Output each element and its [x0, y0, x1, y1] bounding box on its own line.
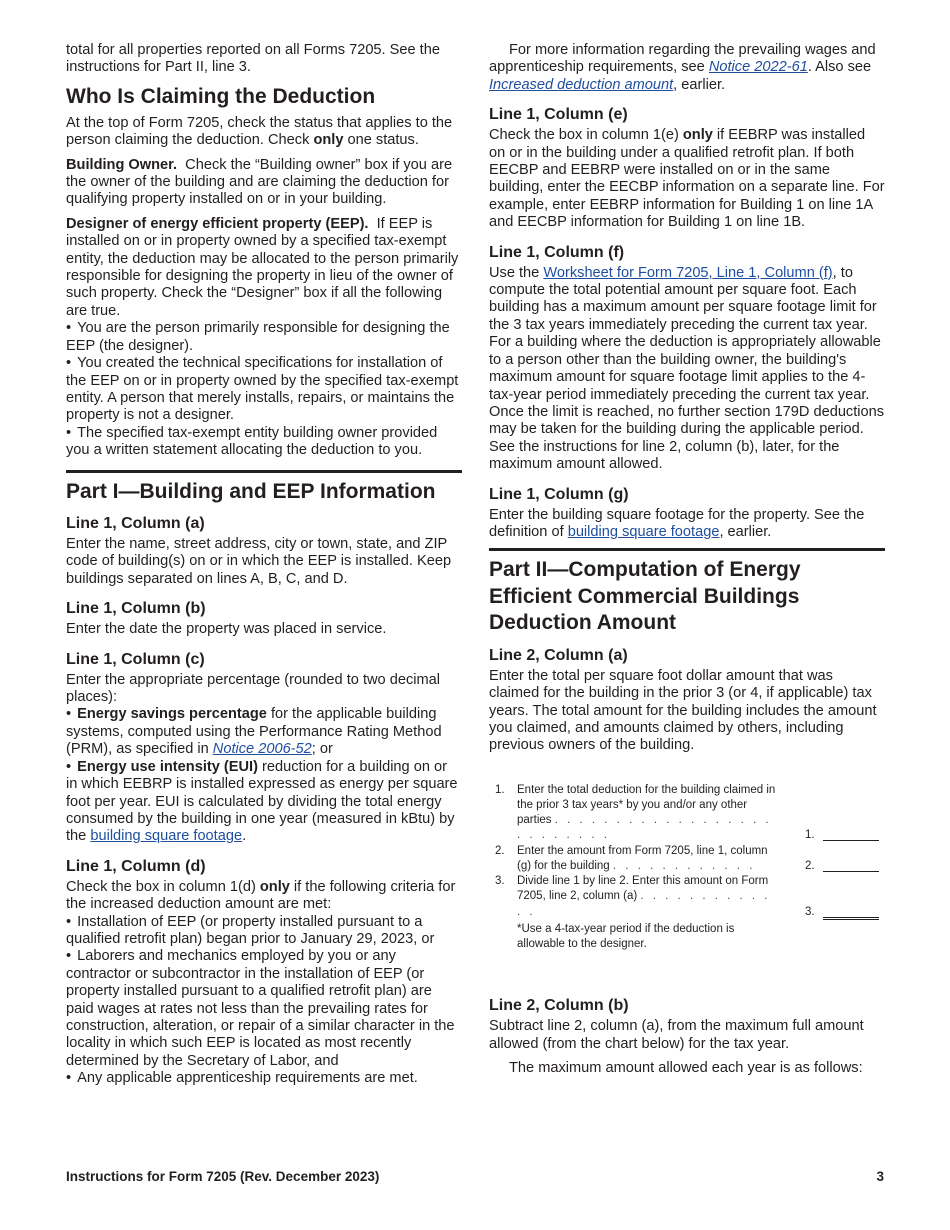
- entry-number: 1.: [805, 829, 815, 842]
- designer-bullet: • You created the technical specifications for installation of the EEP on or in property owned by the specified tax-exempt entity. A person that merely installs, repairs, or maintains the property is not a designer.: [66, 355, 462, 425]
- worksheet-link[interactable]: Worksheet for Form 7205, Line 1, Column (f): [543, 264, 833, 281]
- right-column: [489, 42, 885, 1084]
- part1-heading: Part I—Building and EEP Information: [66, 479, 436, 503]
- text: if EEBRP was installed on or in the building under a qualified retrofit plan. If both EECBP and EEBRP were installed on or in the same building, enter the EECBP information on a separate line. For example, enter EEBRP information for Building 1 on line 1A and EECBP information for Building 1 on line 1B.: [489, 127, 885, 231]
- entry-field[interactable]: [823, 828, 879, 841]
- text: , earlier.: [673, 76, 726, 93]
- part-divider: [489, 548, 885, 551]
- emphasis: only: [682, 127, 713, 144]
- row-label: Enter the amount from Form 7205, line 1, column (g) for the building: [517, 844, 768, 872]
- entry-number: 2.: [805, 859, 815, 872]
- col-e-heading: Line 1, Column (e): [489, 106, 628, 124]
- col-a-text: Enter the name, street address, city or town, state, and ZIP code of building(s) on or in which the EEP is installed. Keep buildings separated on lines A, B, C, and D.: [66, 536, 452, 587]
- row-number: 3.: [495, 875, 505, 888]
- emphasis: only: [259, 878, 290, 895]
- left-column: [66, 42, 462, 1088]
- notice-2006-52-link[interactable]: Notice 2006-52: [212, 741, 312, 758]
- worksheet-row: [489, 874, 885, 920]
- text: Check the box in column 1(d): [66, 878, 260, 895]
- text: , to compute the total potential amount per square foot. Each building has a maximum amount per square footage limit for the 3 tax years immediately preceding the current tax year. For a building where the deduction is appropriately allowable to a person other than the building owner, the building's maximum amount for square footage limit applies to the 4-tax-year period immediately preceding the current tax year. Once the limit is reached, no further section 179D deductions may be taken for the building during the applicable period. See the instructions for line 2, column (b), later, for the maximum amount allowed.: [489, 264, 885, 473]
- text: for the applicable building systems, computed using the Performance Rating Method (PRM), as specified in: [66, 706, 442, 758]
- increased-deduction-link[interactable]: Increased deduction amount: [489, 76, 674, 93]
- line2a-heading: Line 2, Column (a): [489, 646, 628, 664]
- line2a-text: Enter the total per square foot dollar amount that was claimed for the building in the prior 3 (or 4, if applicable) tax years. The total amount for the building includes the amount you claimed, and amounts claimed by others, including previous owners of the building.: [489, 667, 877, 754]
- col-c-bullet: [66, 706, 462, 758]
- designer-bullet: • You are the person primarily responsible for designing the EEP (the designer).: [66, 320, 462, 355]
- entry-field[interactable]: [823, 905, 879, 920]
- building-owner-text: Check the “Building owner” box if you are the owner of the building and are claiming the deduction for qualifying property installed on or in your building.: [66, 156, 457, 208]
- row-number: 1.: [495, 783, 505, 796]
- entry-number: 3.: [805, 905, 815, 918]
- page-number: 3: [876, 1169, 884, 1184]
- emphasis: only: [313, 132, 344, 149]
- text: , earlier.: [719, 523, 772, 540]
- entry-field[interactable]: [823, 859, 879, 872]
- worksheet-row: [489, 783, 885, 844]
- who-claiming-paragraph: [66, 115, 462, 150]
- text: .: [242, 828, 247, 845]
- text: if the following criteria for the increased deduction amount are met:: [66, 878, 456, 913]
- text: . Also see: [807, 59, 872, 76]
- row-entry: [805, 905, 885, 920]
- who-claiming-heading: Who Is Claiming the Deduction: [66, 84, 376, 108]
- text: For more information regarding the prevailing wages and apprenticeship requirements, see: [489, 42, 876, 76]
- col-g-text: [489, 507, 885, 542]
- text: Check the box in column 1(e): [489, 127, 683, 144]
- col-c-heading: Line 1, Column (c): [66, 650, 205, 668]
- col-d-bullet: • Laborers and mechanics employed by you or any contractor or subcontractor in the installation of EEP (or property installed pursuant to a qualified retrofit plan) are paid wages at rates not less than the prevailing rates for construction, alteration, or repair of a similar character in the locality in which such EEP is located as most recently determined by the Secretary of Labor, and: [66, 948, 462, 1070]
- text: ; or: [311, 741, 333, 758]
- col-c-text: Enter the appropriate percentage (rounded to two decimal places):: [66, 671, 440, 706]
- col-d-bullet: • Any applicable apprenticeship requirements are met.: [66, 1070, 462, 1087]
- text: Use the: [489, 264, 544, 281]
- col-e-text: [489, 127, 885, 231]
- row-entry: [805, 828, 885, 843]
- worksheet-footnote: *Use a 4-tax-year period if the deduction is allowable to the designer.: [517, 922, 735, 950]
- emphasis: Energy use intensity (EUI): [77, 758, 258, 775]
- worksheet-row: [489, 844, 885, 874]
- designer-text: If EEP is installed on or in property owned by a specified tax-exempt entity, the deduction may be allocated to the person primarily responsible for designing the property in lieu of the owner of such property. Check the “Designer” box if all the following are true.: [66, 215, 463, 319]
- intro-text: total for all properties reported on all Forms 7205. See the instructions for Part II, line 3.: [66, 42, 440, 76]
- row-text: [517, 874, 781, 920]
- text: At the top of Form 7205, check the status that applies to the person claiming the deduction. Check: [66, 114, 453, 149]
- col-b-text: Enter the date the property was placed in service.: [66, 621, 387, 638]
- emphasis: Energy savings percentage: [77, 706, 267, 723]
- col-a-heading: Line 1, Column (a): [66, 515, 205, 533]
- max-amount-text: The maximum amount allowed each year is as follows:: [509, 1059, 863, 1076]
- col-f-text: [489, 265, 885, 474]
- part2-heading: Part II—Computation of Energy Efficient Commercial Buildings Deduction Amount: [489, 558, 801, 635]
- designer-paragraph: [66, 216, 462, 460]
- building-owner-paragraph: [66, 157, 462, 209]
- row-label: Enter the total deduction for the building claimed in the prior 3 tax years* by you and/or any other parties: [517, 783, 776, 827]
- row-text: [517, 844, 781, 874]
- building-owner-label: Building Owner.: [66, 156, 178, 173]
- row-text: [517, 783, 781, 844]
- col-g-heading: Line 1, Column (g): [489, 485, 629, 503]
- page-footer: [66, 1168, 884, 1185]
- more-info-paragraph: [489, 42, 885, 94]
- col-c-bullet: [66, 759, 462, 846]
- row-label: Divide line 1 by line 2. Enter this amount on Form 7205, line 2, column (a): [517, 875, 769, 903]
- col-d-text: [66, 879, 462, 914]
- dot-leader: . . . . . . . . . . . .: [612, 859, 756, 872]
- col-d-bullet: • Installation of EEP (or property installed pursuant to a qualified retrofit plan) began prior to January 29, 2023, or: [66, 914, 462, 949]
- designer-label: Designer of energy efficient property (EEP).: [66, 215, 369, 232]
- text: Enter the building square footage for the property. See the definition of: [489, 506, 865, 540]
- col-f-heading: Line 1, Column (f): [489, 243, 625, 261]
- row-entry: [805, 859, 885, 874]
- col-b-heading: Line 1, Column (b): [66, 600, 206, 618]
- line2b-text: Subtract line 2, column (a), from the maximum full amount allowed (from the chart below) for the tax year.: [489, 1018, 864, 1052]
- col-d-heading: Line 1, Column (d): [66, 857, 206, 875]
- text: one status.: [343, 132, 419, 149]
- text: reduction for a building on or in which EEBRP is installed expressed as energy per square foot per year. EUI is calculated by dividing the total energy consumed by the building in one year (measured in kBtu) by the: [66, 758, 458, 845]
- footer-title: Instructions for Form 7205 (Rev. December 2023): [66, 1169, 380, 1184]
- dot-leader: . . . . . . . . . . . . . . . . . . . . . . . . . .: [517, 814, 772, 842]
- notice-2022-61-link[interactable]: Notice 2022-61: [708, 59, 808, 76]
- line2a-worksheet: [489, 783, 885, 952]
- building-square-footage-link[interactable]: building square footage: [90, 828, 243, 845]
- part-divider: [66, 470, 462, 473]
- designer-bullet: • The specified tax-exempt entity building owner provided you a written statement allocating the deduction to you.: [66, 425, 462, 460]
- dot-leader: . . . . . . . . . . . . .: [517, 890, 771, 918]
- row-number: 2.: [495, 844, 505, 857]
- line2b-heading: Line 2, Column (b): [489, 997, 629, 1015]
- building-square-footage-link[interactable]: building square footage: [567, 523, 720, 540]
